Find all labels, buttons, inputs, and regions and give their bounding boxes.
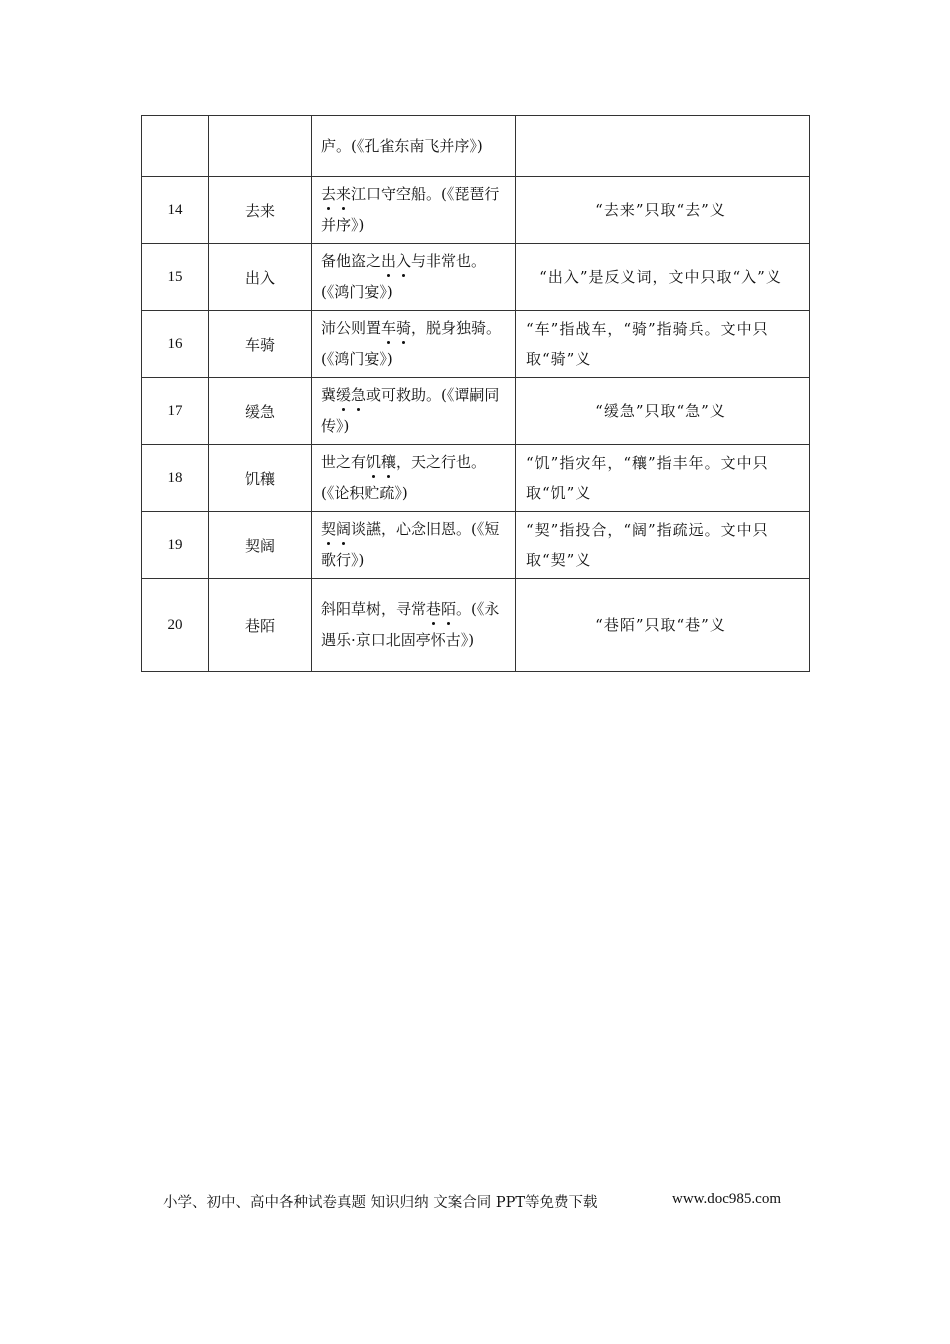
row-word: 缓急: [209, 378, 312, 445]
dotted-word: 巷陌: [426, 600, 456, 618]
row-example: 备他盗之出入与非常也。(《鸿门宴》): [312, 244, 516, 311]
row-word: 契阔: [209, 512, 312, 579]
page-footer: [163, 1191, 803, 1212]
table-row: [142, 244, 810, 311]
word-table: [141, 115, 810, 672]
footer-site: www.doc985.com: [672, 1191, 782, 1207]
dotted-word: 出入: [381, 252, 411, 270]
row-word: [209, 116, 312, 177]
table-row: [142, 512, 810, 579]
footer-text: 小学、初中、高中各种试卷真题 知识归纳 文案合同 PPT等免费下载: [163, 1195, 598, 1211]
dotted-word: 车骑: [381, 319, 411, 337]
row-note: “巷陌”只取“巷”义: [516, 579, 810, 672]
table-row: [142, 378, 810, 445]
row-example: 庐。(《孔雀东南飞并序》): [312, 116, 516, 177]
row-word: 饥穰: [209, 445, 312, 512]
table-row: [142, 116, 810, 177]
row-example: 契阔谈讌，心念旧恩。(《短歌行》): [312, 512, 516, 579]
row-number: 20: [142, 579, 209, 672]
table-row: [142, 177, 810, 244]
row-word: 去来: [209, 177, 312, 244]
table-row: [142, 311, 810, 378]
dotted-word: 去来: [321, 185, 351, 203]
row-note: “车”指战车，“骑”指骑兵。文中只取“骑”义: [516, 311, 810, 378]
row-number: 19: [142, 512, 209, 579]
row-number: 18: [142, 445, 209, 512]
table-row: [142, 445, 810, 512]
table-row: [142, 579, 810, 672]
row-example: 沛公则置车骑，脱身独骑。(《鸿门宴》): [312, 311, 516, 378]
dotted-word: 契阔: [321, 520, 351, 538]
row-note: “去来”只取“去”义: [516, 177, 810, 244]
row-example: 冀缓急或可救助。(《谭嗣同传》): [312, 378, 516, 445]
row-note: “缓急”只取“急”义: [516, 378, 810, 445]
row-word: 巷陌: [209, 579, 312, 672]
row-word: 出入: [209, 244, 312, 311]
row-number: [142, 116, 209, 177]
row-number: 14: [142, 177, 209, 244]
dotted-word: 缓急: [336, 386, 366, 404]
row-word: 车骑: [209, 311, 312, 378]
row-note: [516, 116, 810, 177]
row-note: “饥”指灾年，“穰”指丰年。文中只取“饥”义: [516, 445, 810, 512]
row-note: “出入”是反义词，文中只取“入”义: [516, 244, 810, 311]
row-example: 斜阳草树，寻常巷陌。(《永遇乐·京口北固亭怀古》): [312, 579, 516, 672]
row-example: 世之有饥穰，天之行也。(《论积贮疏》): [312, 445, 516, 512]
row-example: 去来江口守空船。(《琵琶行并序》): [312, 177, 516, 244]
row-number: 17: [142, 378, 209, 445]
row-number: 15: [142, 244, 209, 311]
dotted-word: 饥穰: [366, 453, 396, 471]
row-note: “契”指投合，“阔”指疏远。文中只取“契”义: [516, 512, 810, 579]
row-number: 16: [142, 311, 209, 378]
